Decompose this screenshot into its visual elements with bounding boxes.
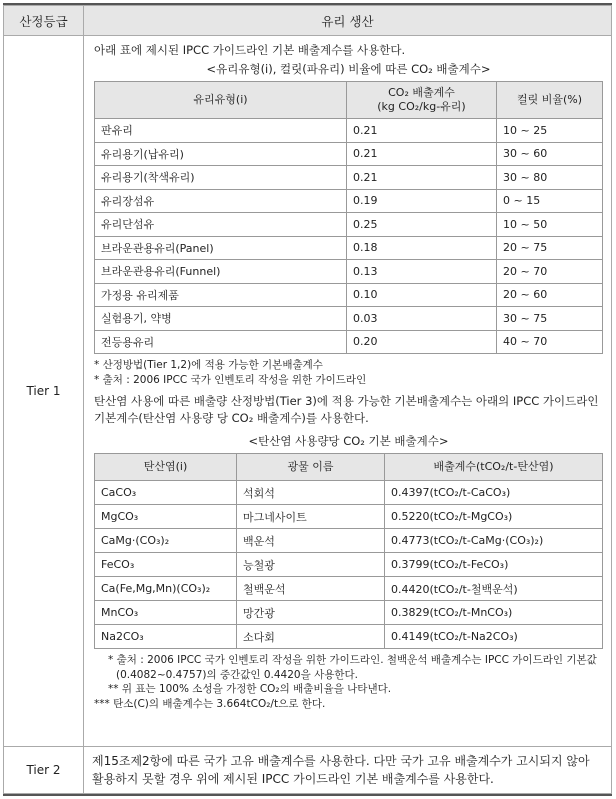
table-row (95, 119, 603, 143)
tier3-paragraph-line2: 기본계수(탄산염 사용량 당 CO₂ 배출계수)를 사용한다. (94, 411, 369, 425)
table-row-cell: 0.18 (347, 236, 497, 260)
main-table (3, 5, 612, 794)
table-row-cell: 0.10 (347, 283, 497, 307)
table2-note-1: * 출처 : 2006 IPCC 국가 인벤토리 작성을 위한 가이드라인. 철백운석 배출계수는 IPCC 가이드라인 기본값 (108, 654, 597, 666)
tier2-line2: 활용하지 못할 경우 위에 제시된 IPCC 가이드라인 기본 배출계수를 사용한다. (92, 772, 494, 786)
table1-header-ef (347, 82, 497, 119)
table1-body (95, 119, 603, 354)
tier1-row (4, 36, 612, 747)
table-row (95, 481, 603, 505)
table-row-cell: 0.03 (347, 307, 497, 331)
carbonate-table (94, 453, 603, 649)
table1-note-1: * 산정방법(Tier 1,2)에 적용 가능한 기본배출계수 (94, 359, 323, 371)
table-row-cell: 30 ~ 80 (497, 166, 603, 190)
table-row-cell: 철백운석 (237, 577, 385, 601)
table-row-cell: Ca(Fe,Mg,Mn)(CO₃)₂ (95, 577, 237, 601)
table-row-cell: CaCO₃ (95, 481, 237, 505)
table-row-cell: 0.20 (347, 330, 497, 354)
table-row-cell: 망간광 (237, 601, 385, 625)
header-row (4, 6, 612, 36)
table-row-cell: Na2CO₃ (95, 625, 237, 649)
table-row (95, 189, 603, 213)
tier1-label: Tier 1 (4, 36, 84, 747)
table1-header-ef-line1: CO₂ 배출계수 (388, 86, 455, 99)
table-row-cell: 20 ~ 75 (497, 236, 603, 260)
table-row-cell: 실험용기, 약병 (95, 307, 347, 331)
table-row-cell: 0.5220(tCO₂/t-MgCO₃) (385, 505, 603, 529)
table-row (95, 601, 603, 625)
table1-header-cullet: 컬릿 비율(%) (497, 82, 603, 119)
tier1-intro: 아래 표에 제시된 IPCC 가이드라인 기본 배출계수를 사용한다. (94, 43, 406, 57)
table-row-cell: 30 ~ 75 (497, 307, 603, 331)
table-row-cell: 10 ~ 25 (497, 119, 603, 143)
header-grade: 산정등급 (4, 6, 84, 36)
table1-note-2: * 출처 : 2006 IPCC 국가 인벤토리 작성을 위한 가이드라인 (94, 373, 367, 386)
table-row-cell: 석회석 (237, 481, 385, 505)
tier2-row (4, 747, 612, 794)
table1-header-ef-line2: (kg CO₂/kg-유리) (377, 100, 466, 113)
table-row-cell: 0.4773(tCO₂/t-CaMg·(CO₃)₂) (385, 529, 603, 553)
table-row-cell: 0.21 (347, 119, 497, 143)
table-row-cell: 판유리 (95, 119, 347, 143)
table-row-cell: CaMg·(CO₃)₂ (95, 529, 237, 553)
table-row (95, 236, 603, 260)
table-row-cell: 유리장섬유 (95, 189, 347, 213)
table-row (95, 213, 603, 237)
table-row (95, 330, 603, 354)
table-row-cell: 유리용기(납유리) (95, 142, 347, 166)
table-row-cell: 20 ~ 60 (497, 283, 603, 307)
table-row (95, 553, 603, 577)
table-row (95, 529, 603, 553)
tier1-content (84, 36, 612, 747)
table-row-cell: 브라운관용유리(Panel) (95, 236, 347, 260)
header-content: 유리 생산 (84, 6, 612, 36)
tier2-label: Tier 2 (4, 747, 84, 794)
table-row-cell: 브라운관용유리(Funnel) (95, 260, 347, 284)
table-row-cell: MgCO₃ (95, 505, 237, 529)
table-row-cell: 10 ~ 50 (497, 213, 603, 237)
table1-header-type: 유리유형(i) (95, 82, 347, 119)
table2-caption: <탄산염 사용량당 CO₂ 기본 배출계수> (248, 434, 449, 448)
table2-header-ef: 배출계수(tCO₂/t-탄산염) (385, 454, 603, 481)
table-row-cell: 0 ~ 15 (497, 189, 603, 213)
table-row-cell: 0.19 (347, 189, 497, 213)
table-row (95, 142, 603, 166)
table-row-cell: 0.21 (347, 166, 497, 190)
document-frame (3, 3, 612, 796)
table-row-cell: 능철광 (237, 553, 385, 577)
table2-header-carbonate: 탄산염(i) (95, 454, 237, 481)
table-row-cell: 0.4397(tCO₂/t-CaCO₃) (385, 481, 603, 505)
tier2-line1: 제15조제2항에 따른 국가 고유 배출계수를 사용한다. 다만 국가 고유 배출계수가 고시되지 않아 (92, 754, 590, 768)
table-row-cell: 전등용유리 (95, 330, 347, 354)
table-row-cell: 소다회 (237, 625, 385, 649)
table-row-cell: 유리용기(착색유리) (95, 166, 347, 190)
table-row-cell: 0.21 (347, 142, 497, 166)
table-row-cell: 0.4149(tCO₂/t-Na2CO₃) (385, 625, 603, 649)
table-row (95, 307, 603, 331)
table-row (95, 505, 603, 529)
table-row-cell: FeCO₃ (95, 553, 237, 577)
table-row-cell: 0.4420(tCO₂/t-철백운석) (385, 577, 603, 601)
tier3-paragraph-line1: 탄산염 사용에 따른 배출량 산정방법(Tier 3)에 적용 가능한 기본배출계수는 아래의 IPCC 가이드라인 (94, 394, 599, 408)
table-row-cell: 0.25 (347, 213, 497, 237)
table-row-cell: MnCO₃ (95, 601, 237, 625)
table2-header-mineral: 광물 이름 (237, 454, 385, 481)
table1-notes (94, 358, 603, 387)
table2-notes (94, 653, 603, 711)
table-row-cell: 20 ~ 70 (497, 260, 603, 284)
table-row-cell: 0.13 (347, 260, 497, 284)
table2-note-2: ** 위 표는 100% 소성을 가정한 CO₂의 배출비율을 나타낸다. (108, 683, 392, 695)
glass-type-table (94, 81, 603, 354)
table1-caption: <유리유형(i), 컬릿(파유리) 비율에 따른 CO₂ 배출계수> (206, 62, 491, 76)
table-row (95, 166, 603, 190)
table-row-cell: 0.3799(tCO₂/t-FeCO₃) (385, 553, 603, 577)
tier2-content (84, 747, 612, 794)
table-row-cell: 유리단섬유 (95, 213, 347, 237)
table-row-cell: 마그네사이트 (237, 505, 385, 529)
table-row (95, 283, 603, 307)
table2-note-3: *** 탄소(C)의 배출계수는 3.664tCO₂/t으로 한다. (94, 697, 326, 710)
table-row-cell: 30 ~ 60 (497, 142, 603, 166)
table-row-cell: 0.3829(tCO₂/t-MnCO₃) (385, 601, 603, 625)
table2-note-1-cont: (0.4082~0.4757)의 중간값인 0.4420을 사용한다. (116, 668, 358, 681)
table-row (95, 625, 603, 649)
table-row-cell: 40 ~ 70 (497, 330, 603, 354)
table2-body (95, 481, 603, 649)
table-row (95, 260, 603, 284)
table-row-cell: 백운석 (237, 529, 385, 553)
table-row (95, 577, 603, 601)
table-row-cell: 가정용 유리제품 (95, 283, 347, 307)
